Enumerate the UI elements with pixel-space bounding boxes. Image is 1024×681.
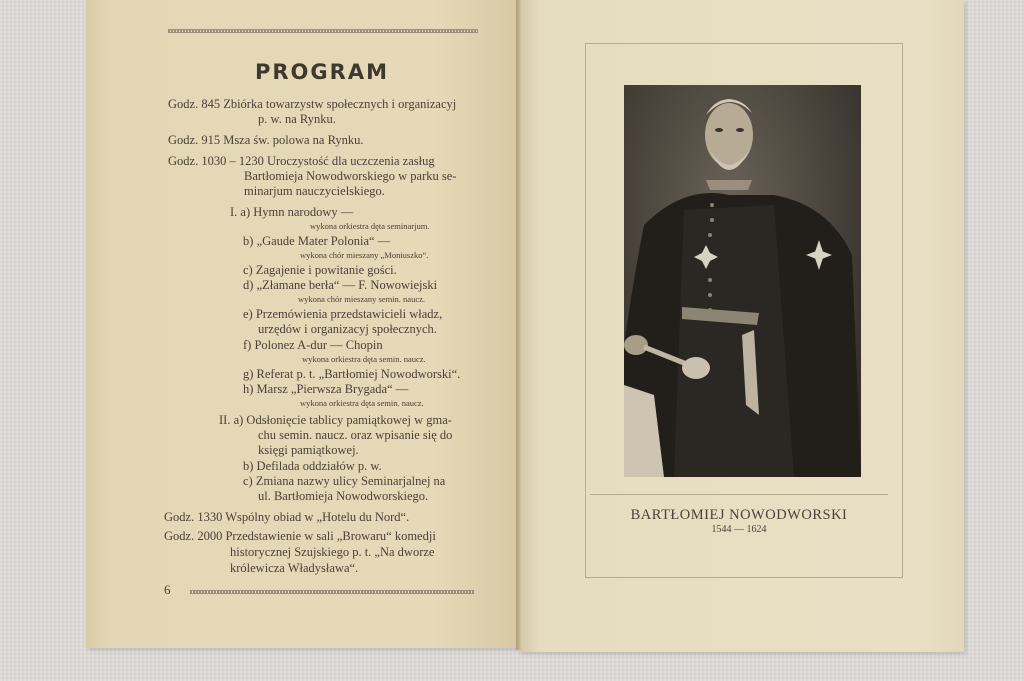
program-line: c) Zmiana nazwy ulicy Seminarjalnej na (243, 474, 446, 488)
program-line: p. w. na Rynku. (258, 112, 336, 126)
program-line: Godz. 1330 Wspólny obiad w „Hotelu du Nord“. (164, 510, 410, 524)
page-number: 6 (164, 582, 171, 597)
top-ornamental-rule (168, 29, 478, 33)
program-line: księgi pamiątkowej. (258, 443, 359, 457)
program-line: h) Marsz „Pierwsza Brygada“ — (243, 382, 409, 396)
program-line: d) „Złamane berła“ — F. Nowowiejski (243, 278, 438, 292)
bottom-ornamental-rule (190, 590, 474, 594)
program-line: b) „Gaude Mater Polonia“ — (243, 234, 391, 248)
program-line: historycznej Szujskiego p. t. „Na dworze (230, 545, 435, 559)
program-line: urzędów i organizacyj społecznych. (258, 322, 437, 336)
program-line: I. a) Hymn narodowy — (230, 205, 354, 219)
program-line: Godz. 1030 – 1230 Uroczystość dla uczczenia zasług (168, 154, 435, 168)
caption-years: 1544 — 1624 (711, 524, 767, 535)
portrait-illustration (624, 85, 861, 477)
page-title: PROGRAM (255, 60, 389, 84)
program-line: Bartłomieja Nowodworskiego w parku se- (244, 169, 457, 183)
performer-note: wykona chór mieszany semin. naucz. (298, 294, 425, 304)
program-line: c) Zagajenie i powitanie gości. (243, 263, 397, 277)
program-line: ul. Bartłomieja Nowodworskiego. (258, 489, 429, 503)
book-spine (516, 0, 521, 650)
program-line: b) Defilada oddziałów p. w. (243, 459, 382, 473)
program-line: Godz. 915 Msza św. polowa na Rynku. (168, 133, 364, 147)
performer-note: wykona orkiestra dęta semin. naucz. (302, 354, 426, 364)
program-line: g) Referat p. t. „Bartłomiej Nowodworski“. (243, 367, 461, 381)
program-line: f) Polonez A-dur — Chopin (243, 338, 383, 352)
program-line: e) Przemówienia przedstawicieli władz, (243, 307, 443, 321)
performer-note: wykona orkiestra dęta semin. naucz. (300, 398, 424, 408)
performer-note: wykona chór mieszany „Moniuszko“. (300, 250, 429, 260)
performer-note: wykona orkiestra dęta seminarjum. (310, 221, 430, 231)
caption-name: BARTŁOMIEJ NOWODWORSKI (630, 507, 848, 523)
program-line: królewicza Władysława“. (230, 561, 359, 575)
program-line: Godz. 2000 Przedstawienie w sali „Browaru“ komedji (164, 529, 436, 543)
program-line: minarjum nauczycielskiego. (244, 184, 385, 198)
portrait-photo (624, 85, 861, 477)
program-line: chu semin. naucz. oraz wpisanie się do (258, 428, 453, 442)
program-line: II. a) Odsłonięcie tablicy pamiątkowej w gma- (219, 413, 452, 427)
program-line: Godz. 845 Zbiórka towarzystw społecznych i organizacyj (168, 97, 457, 111)
